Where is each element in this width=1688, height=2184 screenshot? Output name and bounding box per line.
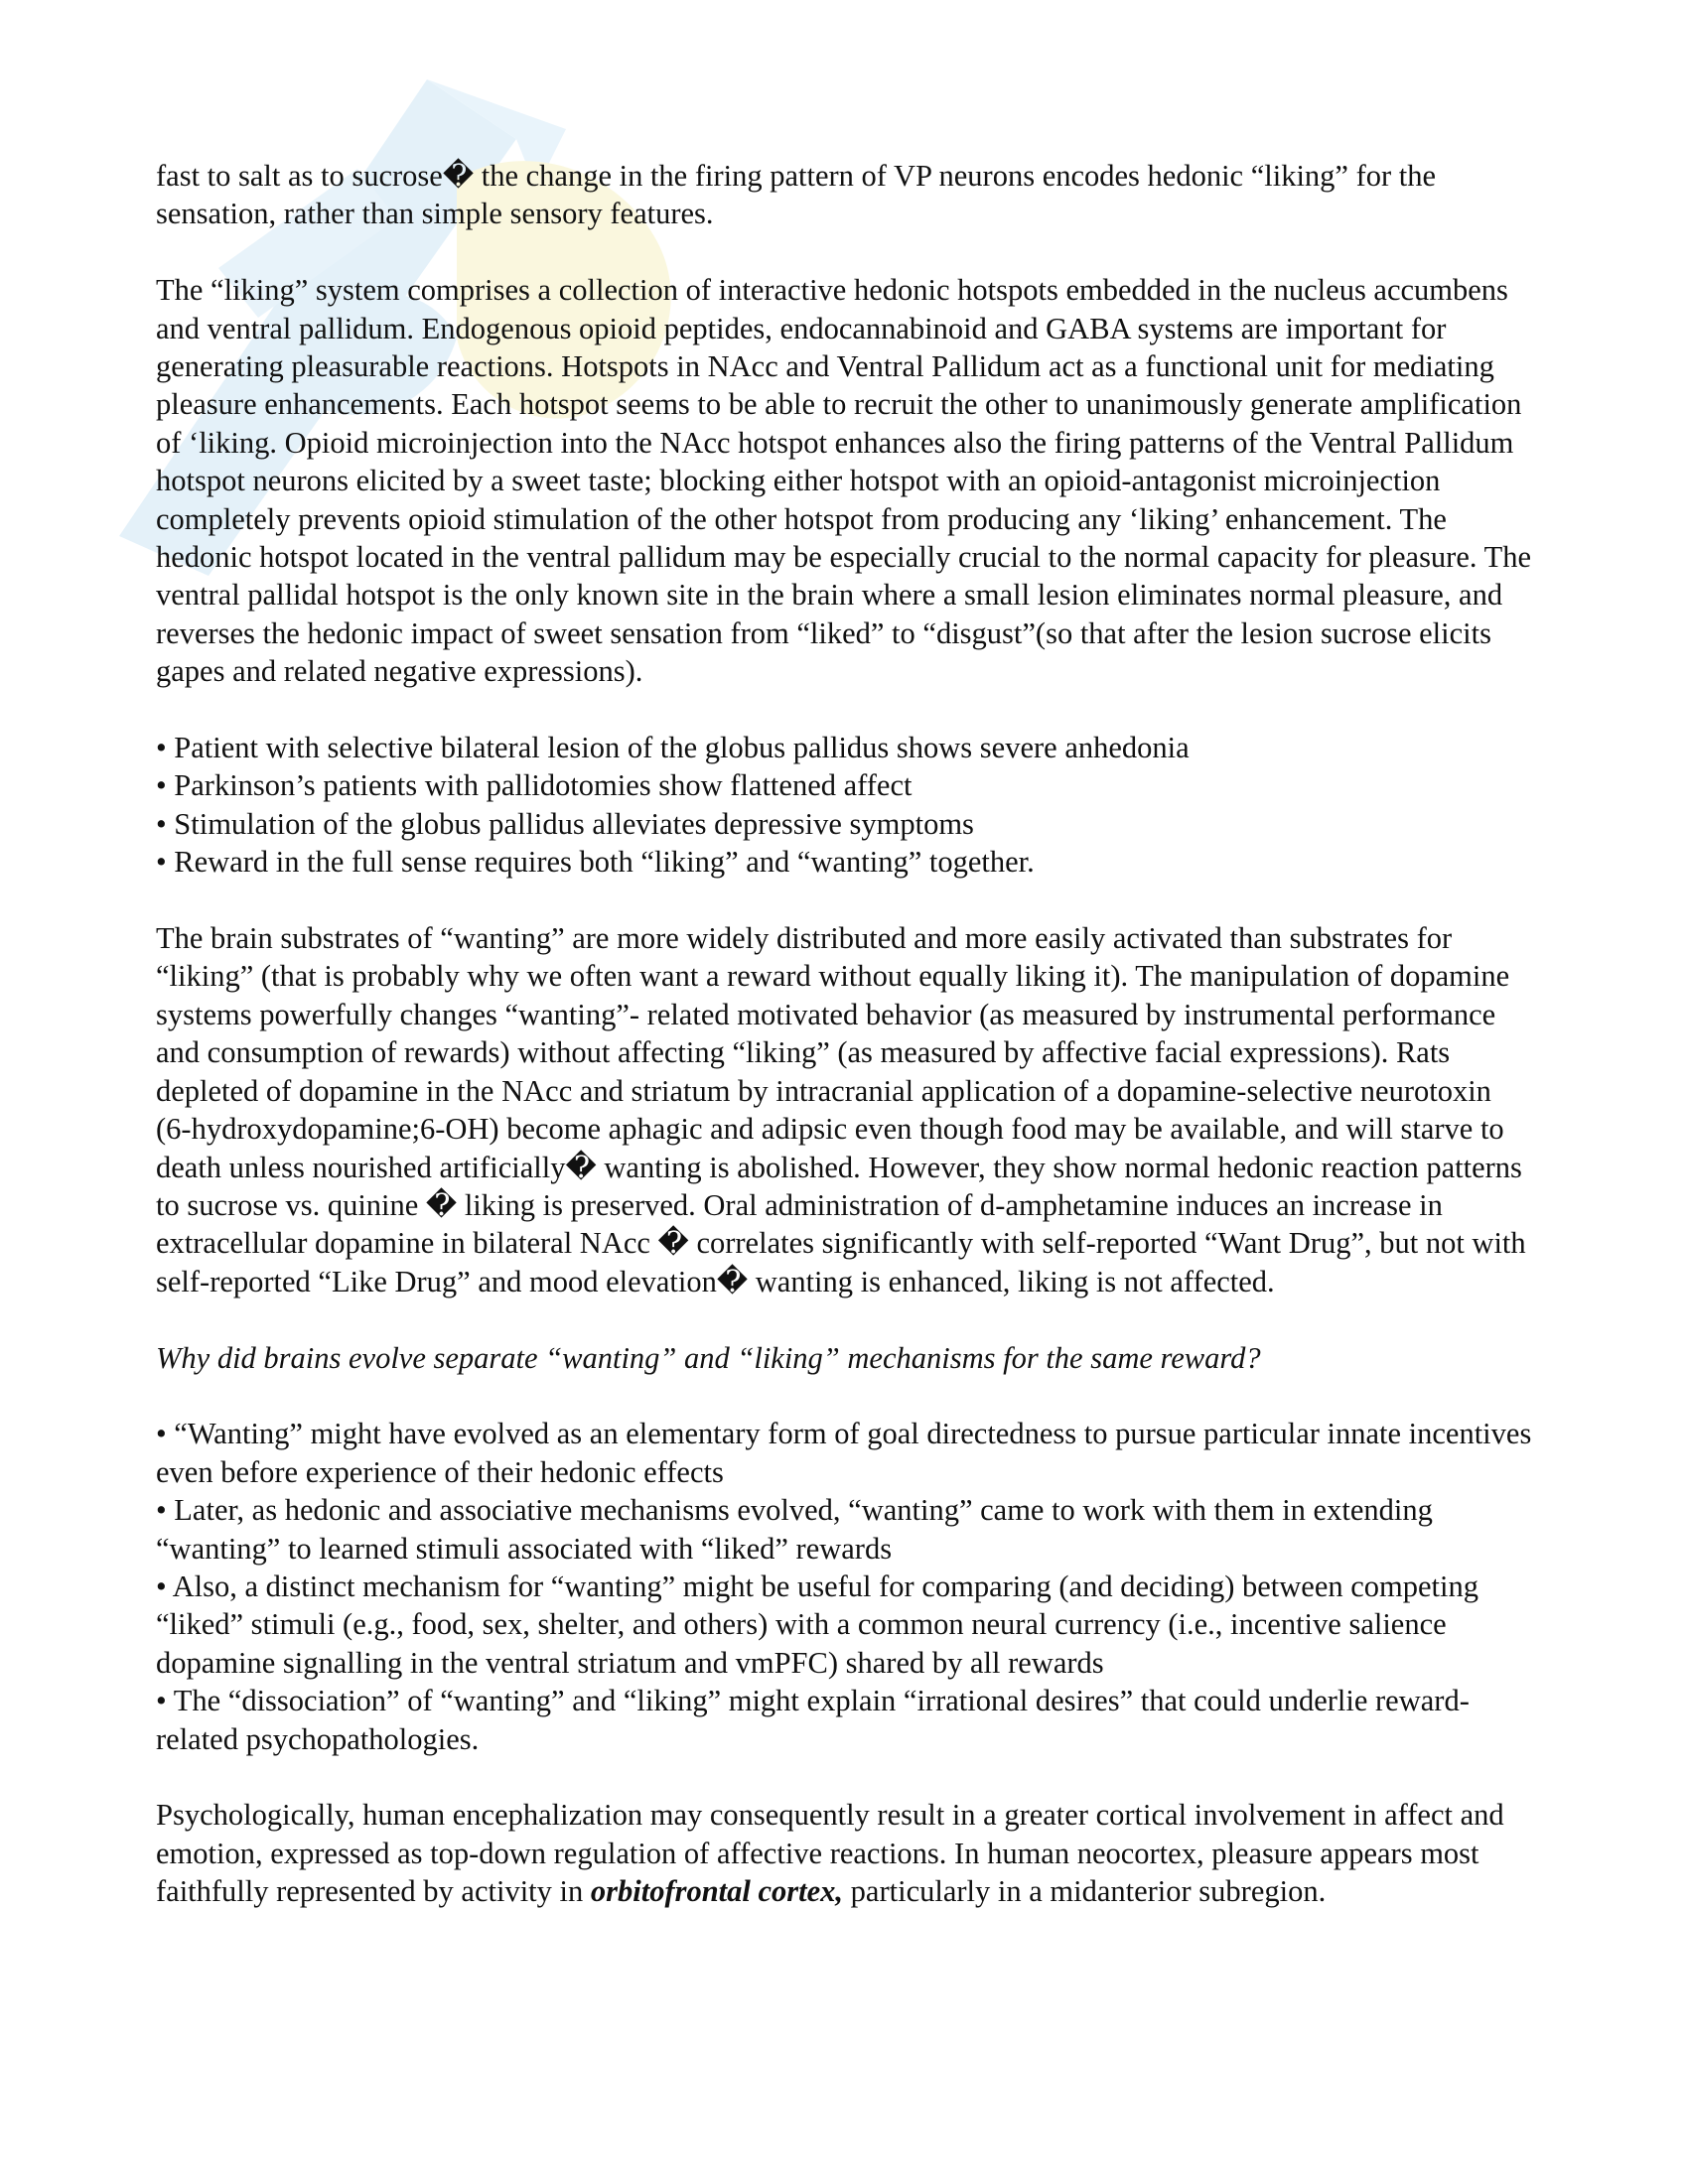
emphasis-orbitofrontal: orbitofrontal cortex, [590, 1874, 844, 1909]
paragraph-text: particularly in a midanterior subregion. [843, 1874, 1327, 1909]
document-body [156, 157, 1532, 1949]
list-item: • The “dissociation” of “wanting” and “liking” might explain “irrational desires” that could underlie reward-related psychopathologies. [156, 1684, 1470, 1756]
paragraph-encephalization [156, 1796, 1532, 1910]
list-item: • Stimulation of the globus pallidus alleviates depressive symptoms [156, 806, 974, 841]
list-item: • Also, a distinct mechanism for “wanting” might be useful for comparing (and deciding) between competing “liked” stimuli (e.g., food, sex, shelter, and others) with a common neural currency (i.e., incentive salience dopamine signalling in the ventral striatum and vmPFC) shared by all rewards [156, 1569, 1478, 1680]
list-item: • “Wanting” might have evolved as an elementary form of goal directedness to pursue particular innate incentives even before experience of their hedonic effects [156, 1417, 1532, 1489]
list-item: • Reward in the full sense requires both “liking” and “wanting” together. [156, 845, 1035, 880]
paragraph-liking-system: The “liking” system comprises a collection of interactive hedonic hotspots embedded in the nucleus accumbens and ventral pallidum. Endogenous opioid peptides, endocannabinoid and GABA systems are important for generating pleasurable reactions. Hotspots in NAcc and Ventral Pallidum act as a functional unit for mediating pleasure enhancements. Each hotspot seems to be able to recruit the other to unanimously generate amplification of ‘liking. Opioid microinjection into the NAcc hotspot enhances also the firing patterns of the Ventral Pallidum hotspot neurons elicited by a sweet taste; blocking either hotspot with an opioid-antagonist microinjection completely prevents opioid stimulation of the other hotspot from producing any ‘liking’ enhancement. The hedonic hotspot located in the ventral pallidum may be especially crucial to the normal capacity for pleasure. The ventral pallidal hotspot is the only known site in the brain where a small lesion eliminates normal pleasure, and reverses the hedonic impact of sweet sensation from “liked” to “disgust”(so that after the lesion sucrose elicits gapes and related negative expressions). [156, 273, 1531, 689]
paragraph-vp-firing: fast to salt as to sucrose� the change in the firing pattern of VP neurons encodes hedonic “liking” for the sensation, rather than simple sensory features. [156, 159, 1437, 231]
question-heading: Why did brains evolve separate “wanting” and “liking” mechanisms for the same reward? [156, 1340, 1261, 1375]
bullet-list-pallidus [156, 729, 1532, 882]
list-item: • Later, as hedonic and associative mechanisms evolved, “wanting” came to work with them in extending “wanting” to learned stimuli associated with “liked” rewards [156, 1493, 1433, 1566]
paragraph-wanting-substrates: The brain substrates of “wanting” are more widely distributed and more easily activated than substrates for “liking” (that is probably why we often want a reward without equally liking it). The manipulation of dopamine systems powerfully changes “wanting”- related motivated behavior (as measured by instrumental performance and consumption of rewards) without affecting “liking” (as measured by affective facial expressions). Rats depleted of dopamine in the NAcc and striatum by intracranial application of a dopamine-selective neurotoxin (6-hydroxydopamine;6-OH) become aphagic and adipsic even though food may be available, and will starve to death unless nourished artificially� wanting is abolished. However, they show normal hedonic reaction patterns to sucrose vs. quinine � liking is preserved. Oral administration of d-amphetamine induces an increase in extracellular dopamine in bilateral NAcc � correlates significantly with self-reported “Want Drug”, but not with self-reported “Like Drug” and mood elevation� wanting is enhanced, liking is not affected. [156, 921, 1526, 1298]
bullet-list-evolution [156, 1415, 1532, 1758]
list-item: • Parkinson’s patients with pallidotomies show flattened affect [156, 768, 913, 803]
list-item: • Patient with selective bilateral lesion of the globus pallidus shows severe anhedonia [156, 731, 1190, 765]
paragraph-text: Psychologically, human encephalization may consequently result in a greater cortical involvement in affect and emotion, expressed as top-down regulation of affective reactions. In human neocortex, pleasure appears most faithfully represented by activity in [156, 1798, 1504, 1909]
